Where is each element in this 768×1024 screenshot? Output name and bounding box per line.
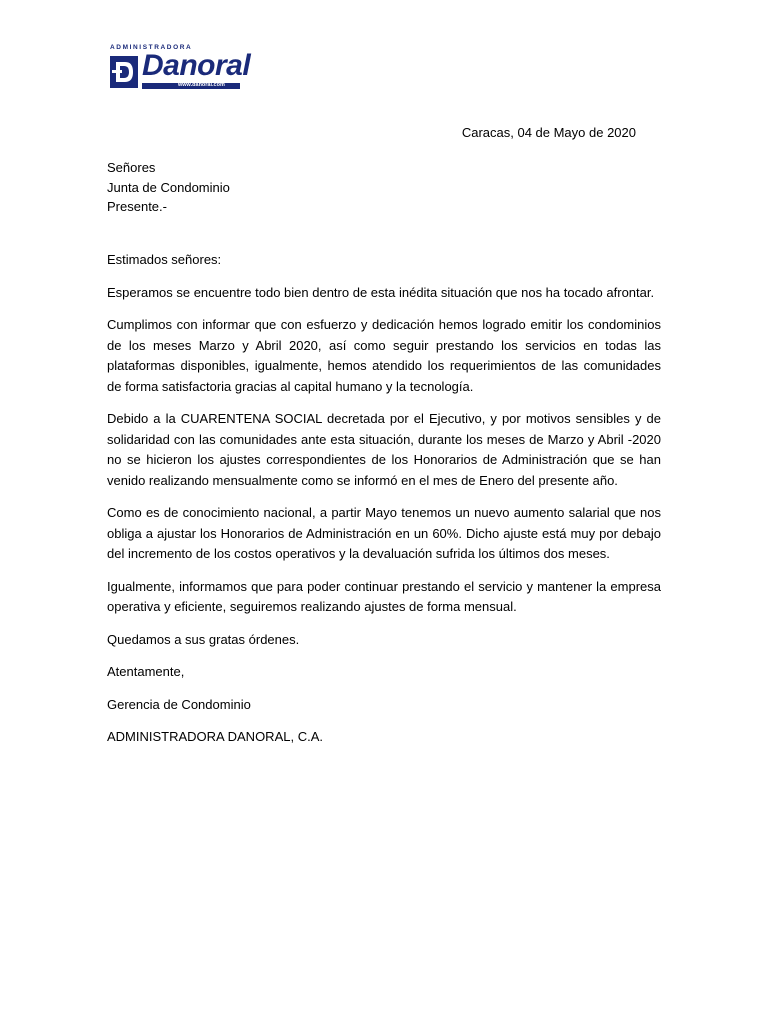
paragraph: Como es de conocimiento nacional, a partir Mayo tenemos un nuevo aumento salarial que nos obliga a ajustar los Honorarios de Administración en un 60%. Dicho ajuste está muy por debajo del incremento de los costos operativos y la devaluación sufrida los últimos dos meses. bbox=[107, 505, 661, 561]
paragraph: Debido a la CUARENTENA SOCIAL decretada por el Ejecutivo, y por motivos sensibles y de solidaridad con las comunidades ante esta situación, durante los meses de Marzo y Abril -2020 no se hicieron los ajustes correspondientes de los Honorarios de Administración que se han venido realizando mensualmente como se informó en el mes de Enero del presente año. bbox=[107, 411, 661, 488]
company-logo bbox=[108, 44, 251, 92]
paragraph: Esperamos se encuentre todo bien dentro de esta inédita situación que nos ha tocado afrontar. bbox=[107, 284, 655, 300]
letter-date: Caracas, 04 de Mayo de 2020 bbox=[461, 125, 636, 140]
closing: Atentamente, bbox=[107, 664, 185, 679]
paragraph: Igualmente, informamos que para poder continuar prestando el servicio y mantener la empresa operativa y eficiente, seguiremos realizando ajustes de forma mensual. bbox=[107, 578, 661, 614]
signature-department: Gerencia de Condominio bbox=[107, 696, 251, 712]
recipient-block bbox=[107, 158, 230, 217]
recipient-line: Junta de Condominio bbox=[107, 179, 230, 195]
greeting: Estimados señores: bbox=[107, 252, 222, 267]
logo-url: www.danoral.com bbox=[178, 82, 225, 88]
paragraph: Quedamos a sus gratas órdenes. bbox=[107, 631, 300, 647]
recipient-line: Presente.- bbox=[107, 199, 167, 214]
recipient-line: Señores bbox=[107, 160, 156, 175]
signature-company: ADMINISTRADORA DANORAL, C.A. bbox=[107, 729, 323, 744]
logo-name: Danoral bbox=[142, 49, 251, 82]
letter-body bbox=[107, 250, 661, 760]
paragraph: Cumplimos con informar que con esfuerzo y dedicación hemos logrado emitir los condominios de los meses Marzo y Abril 2020, así como seguir prestando los servicios en todas las plataformas disponibles, igualmente, hemos atendido los requerimientos de las comunidades de forma satisfactoria gracias al capital humano y la tecnología. bbox=[107, 317, 661, 394]
logo-top-text: ADMINISTRADORA bbox=[110, 44, 193, 51]
logo-d-mark-icon bbox=[108, 54, 142, 90]
